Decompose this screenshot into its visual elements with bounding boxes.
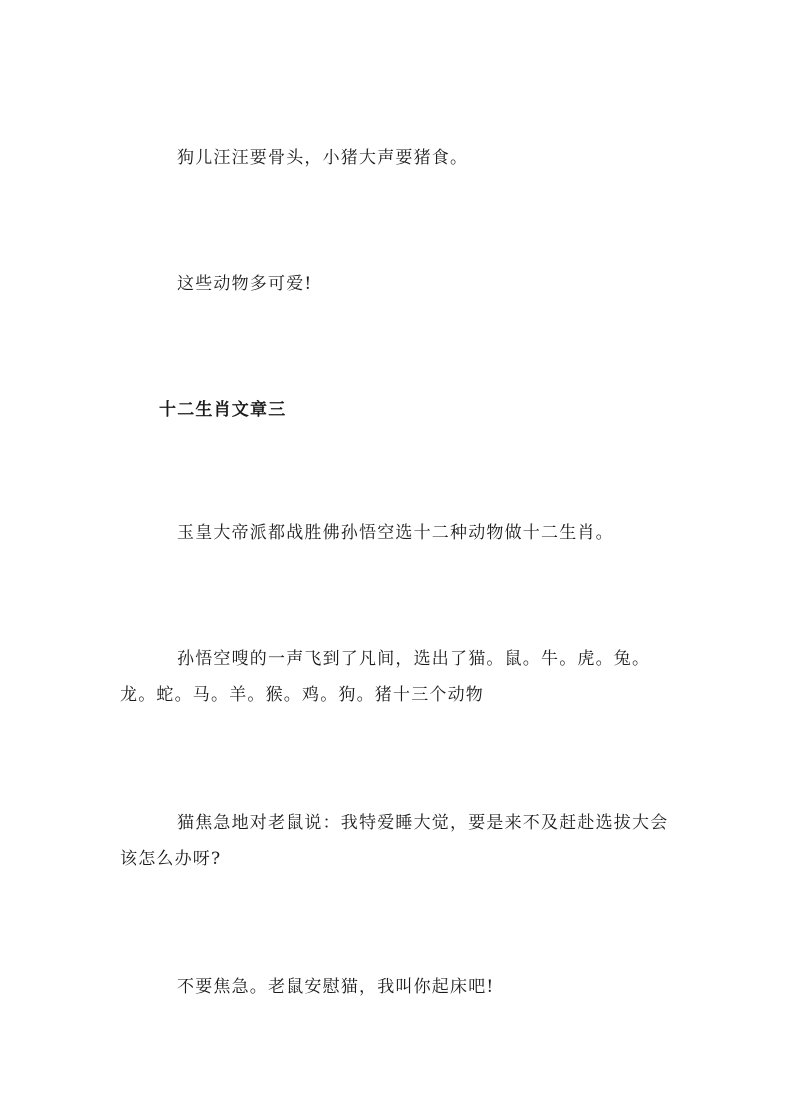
section-heading: 十二生肖文章三 bbox=[159, 400, 287, 420]
paragraph-jade-emperor: 玉皇大帝派都战胜佛孙悟空选十二种动物做十二生肖。 bbox=[177, 523, 614, 543]
paragraph-animals-cute: 这些动物多可爱! bbox=[177, 274, 313, 294]
paragraph-dogs-pigs: 狗儿汪汪要骨头，小猪大声要猪食。 bbox=[177, 148, 469, 168]
paragraph-sun-wukong: 孙悟空嗖的一声飞到了凡间，选出了猫。鼠。牛。虎。兔。龙。蛇。马。羊。猴。鸡。狗。猪十三个动物 bbox=[120, 649, 651, 705]
paragraph-rat-comforts: 不要焦急。老鼠安慰猫，我叫你起床吧! bbox=[177, 977, 495, 997]
paragraph-cat-worried: 猫焦急地对老鼠说：我特爱睡大觉，要是来不及赶赴选拔大会该怎么办呀? bbox=[120, 813, 669, 869]
